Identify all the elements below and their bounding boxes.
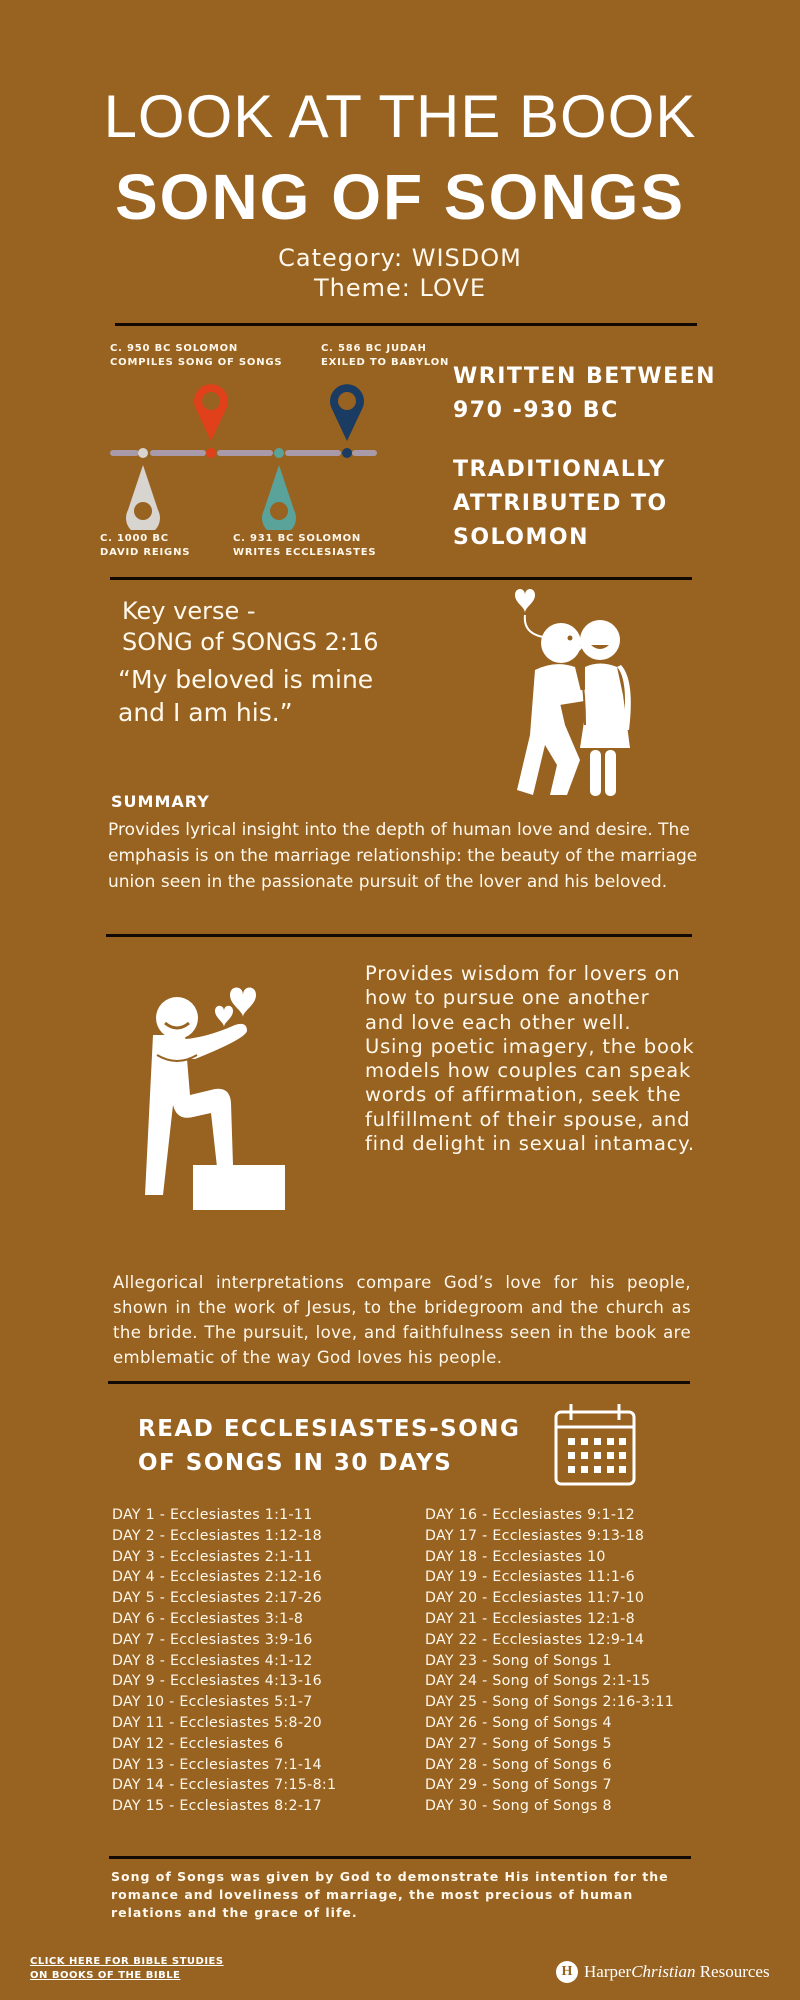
list-item: DAY 29 - Song of Songs 7 [425,1777,612,1794]
list-item: DAY 25 - Song of Songs 2:16-3:11 [425,1694,675,1711]
list-item: DAY 16 - Ecclesiastes 9:1-12 [425,1507,635,1523]
timeline [0,0,800,580]
drop-pin-icon-teal [262,465,296,530]
list-item: DAY 15 - Ecclesiastes 8:2-17 [112,1798,322,1815]
list-item: DAY 14 - Ecclesiastes 7:15-8:1 [112,1777,337,1794]
written-between: WRITTEN BETWEEN 970 -930 BC [453,364,717,423]
key-verse-label: Key verse - SONG of SONGS 2:16 [122,597,379,656]
attributed-to: TRADITIONALLY ATTRIBUTED TO SOLOMON [453,457,668,550]
calendar-icon [553,1402,638,1487]
closing-text: Song of Songs was given by God to demonstrate His intention for the romance and loveliness of marriage, the most precious of human relations and the grace of life. [111,1869,669,1920]
list-item: DAY 24 - Song of Songs 2:1-15 [425,1673,651,1690]
list-item: DAY 8 - Ecclesiastes 4:1-12 [112,1652,313,1669]
category-label: Category: WISDOM [278,244,522,272]
list-item: DAY 1 - Ecclesiastes 1:1-11 [112,1507,313,1523]
list-item: DAY 4 - Ecclesiastes 2:12-16 [112,1569,322,1586]
timeline-label-586: C. 586 BC JUDAH EXILED TO BABYLON [321,343,450,368]
timeline-graphic [100,370,390,530]
divider-3 [106,934,692,937]
list-item: DAY 9 - Ecclesiastes 4:13-16 [112,1673,322,1690]
timeline-label-1000: C. 1000 BC DAVID REIGNS [100,533,191,558]
list-item: DAY 22 - Ecclesiastes 12:9-14 [425,1631,645,1648]
divider-2 [110,577,692,580]
reading-plan-heading: READ ECCLESIASTES-SONG OF SONGS IN 30 DAYS [138,1416,521,1476]
person-giving-hearts-icon [135,985,295,1210]
list-item: DAY 12 - Ecclesiastes 6 [112,1735,284,1752]
list-item: DAY 26 - Song of Songs 4 [425,1714,612,1731]
timeline-dot-950 [206,448,216,458]
list-item: DAY 27 - Song of Songs 5 [425,1735,612,1752]
summary-heading: SUMMARY [111,792,210,811]
key-verse-quote: “My beloved is mine and I am his.” [118,665,374,727]
timeline-dot-1000 [138,448,148,458]
page-title: SONG OF SONGS [114,161,686,233]
list-item: DAY 7 - Ecclesiastes 3:9-16 [112,1631,313,1648]
theme-label: Theme: LOVE [313,274,487,302]
harper-christian-resources-logo [556,1961,770,1983]
list-item: DAY 5 - Ecclesiastes 2:17-26 [112,1590,322,1607]
list-item: DAY 10 - Ecclesiastes 5:1-7 [112,1694,313,1711]
timeline-dot-931 [274,448,284,458]
reading-list-col-1 [112,1505,336,1817]
drop-pin-icon-gray [126,465,160,530]
timeline-dot-586 [342,448,352,458]
map-pin-icon-red [194,384,228,441]
list-item: DAY 18 - Ecclesiastes 10 [425,1548,606,1565]
list-item: DAY 19 - Ecclesiastes 11:1-6 [425,1569,635,1586]
supertitle: LOOK AT THE BOOK [103,83,697,150]
divider-4 [108,1381,690,1384]
list-item: DAY 30 - Song of Songs 8 [425,1798,612,1815]
brand-h-icon: H [556,1961,578,1983]
summary-body: Provides lyrical insight into the depth of human love and desire. The emphasis is on the marriage relationship: the beauty of the marriage union seen in the passionate pursuit of the lover and his beloved. [108,820,698,892]
allegory-text: Allegorical interpretations compare God’s love for his people, shown in the work of Jesus, to the bridegroom and the church as the bride. The pursuit, love, and faithfulness seen in the book are emblematic of the way God loves his people. [113,1273,691,1367]
list-item: DAY 20 - Ecclesiastes 11:7-10 [425,1590,645,1607]
list-item: DAY 3 - Ecclesiastes 2:1-11 [112,1548,313,1565]
list-item: DAY 21 - Ecclesiastes 12:1-8 [425,1610,635,1627]
couple-icon [505,585,645,800]
list-item: DAY 28 - Song of Songs 6 [425,1756,612,1773]
brand-name: HarperChristian Resources [584,1962,770,1981]
timeline-label-931: C. 931 BC SOLOMON WRITES ECCLESIASTES [233,533,377,558]
timeline-label-950: C. 950 BC SOLOMON COMPILES SONG OF SONGS [110,343,283,368]
list-item: DAY 2 - Ecclesiastes 1:12-18 [112,1527,322,1544]
list-item: DAY 13 - Ecclesiastes 7:1-14 [112,1756,322,1773]
reading-list-col-2 [425,1505,674,1817]
list-item: DAY 23 - Song of Songs 1 [425,1652,612,1669]
list-item: DAY 11 - Ecclesiastes 5:8-20 [112,1714,322,1731]
list-item: DAY 6 - Ecclesiastes 3:1-8 [112,1610,304,1627]
bible-studies-link[interactable]: CLICK HERE FOR BIBLE STUDIES ON BOOKS OF THE BIBLE [30,1956,224,1981]
map-pin-icon-navy [330,384,364,441]
divider-5 [109,1856,691,1859]
wisdom-text: Provides wisdom for lovers on how to pursue one another and love each other well. Using poetic imagery, the book models how couples can speak words of affirmation, seek the fulfillment of their spouse, and find delight in sexual intamacy. [365,962,695,1156]
list-item: DAY 17 - Ecclesiastes 9:13-18 [425,1527,645,1544]
